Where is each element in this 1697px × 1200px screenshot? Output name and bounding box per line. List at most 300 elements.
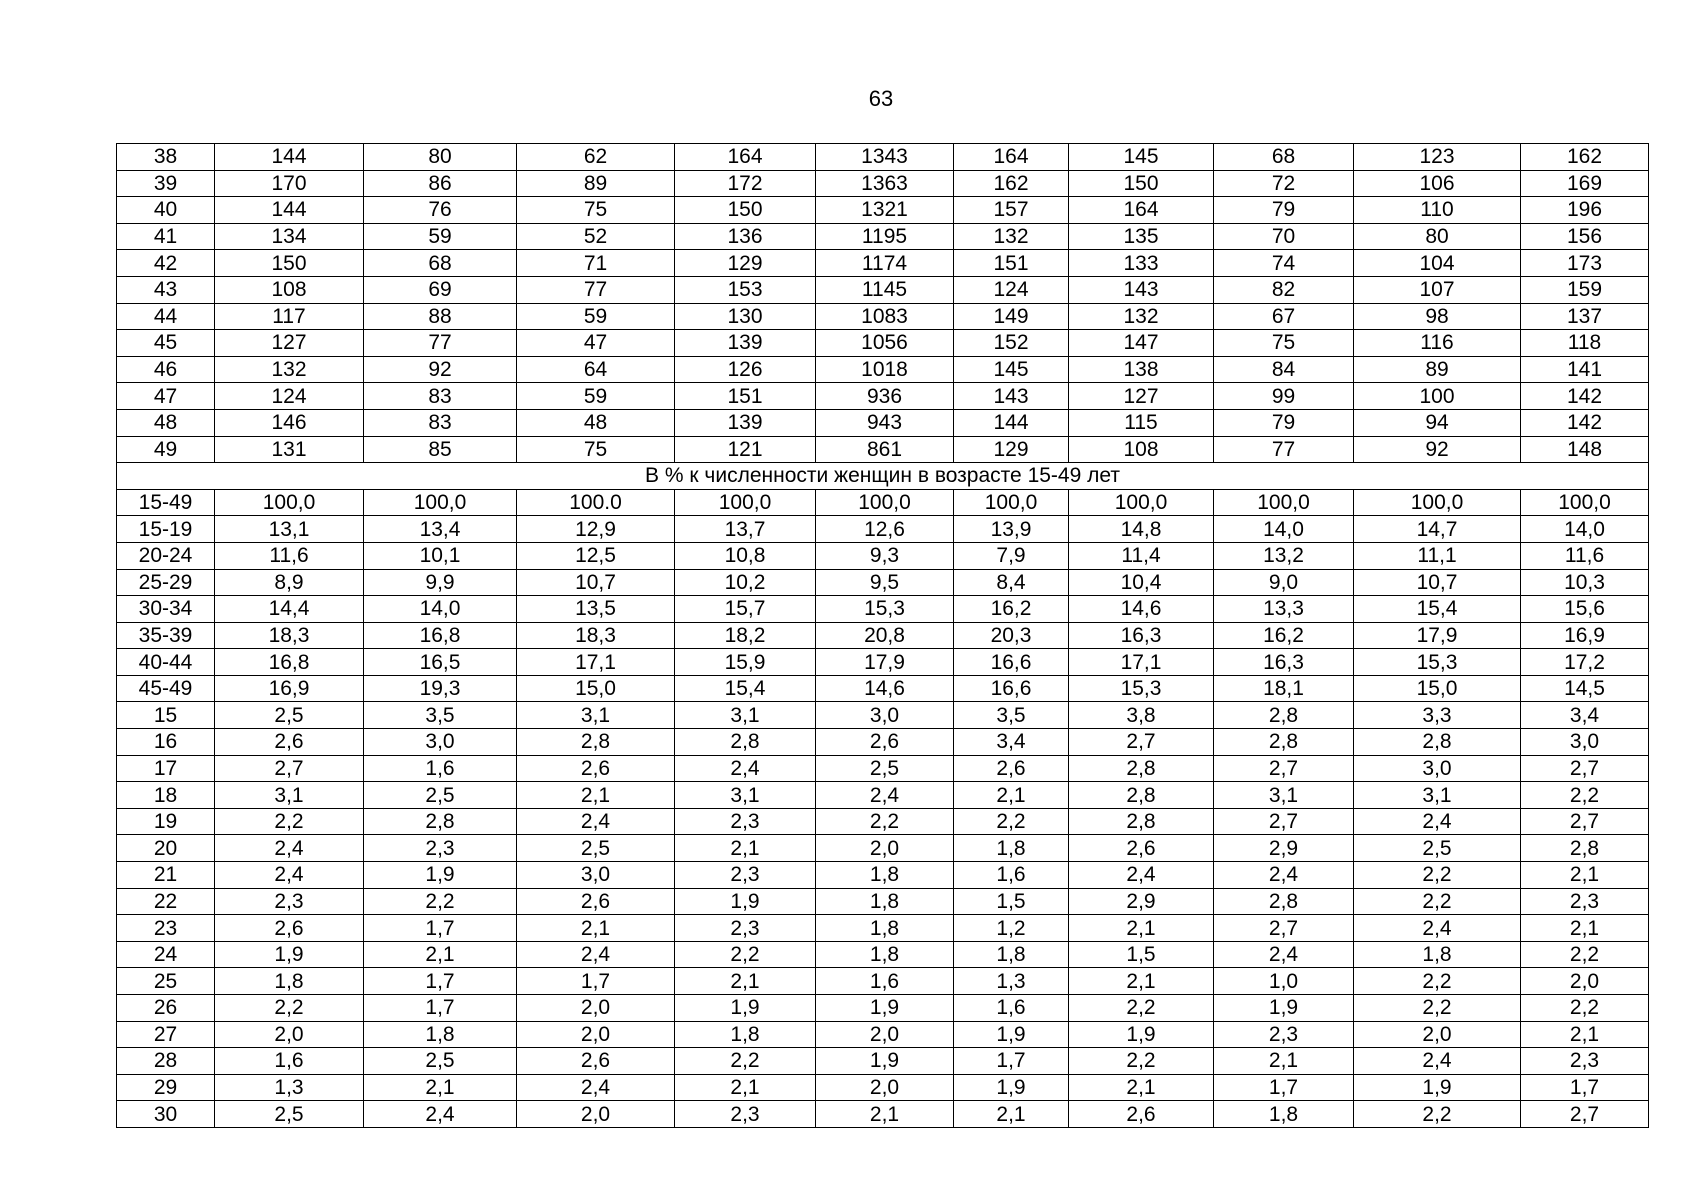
table-cell: 11,6 <box>215 542 364 569</box>
table-cell: 1,7 <box>364 915 517 942</box>
table-cell: 19,3 <box>364 675 517 702</box>
row-label-cell: 15-49 <box>117 489 215 516</box>
table-cell: 1083 <box>816 303 954 330</box>
table-cell: 2,7 <box>1521 808 1649 835</box>
table-cell: 2,2 <box>215 808 364 835</box>
row-label-cell: 42 <box>117 250 215 277</box>
table-cell: 100,0 <box>1521 489 1649 516</box>
row-label-cell: 19 <box>117 808 215 835</box>
table-cell: 110 <box>1354 197 1521 224</box>
table-cell: 59 <box>517 383 675 410</box>
table-cell: 1,6 <box>215 1048 364 1075</box>
table-cell: 131 <box>215 436 364 463</box>
table-cell: 1,6 <box>364 755 517 782</box>
table-cell: 1,7 <box>364 968 517 995</box>
table-cell: 118 <box>1521 330 1649 357</box>
table-cell: 2,1 <box>364 941 517 968</box>
table-cell: 2,2 <box>1354 862 1521 889</box>
table-cell: 150 <box>215 250 364 277</box>
table-cell: 77 <box>364 330 517 357</box>
table-cell: 2,3 <box>215 888 364 915</box>
table-cell: 16,6 <box>954 675 1069 702</box>
table-cell: 2,6 <box>215 915 364 942</box>
table-cell: 7,9 <box>954 542 1069 569</box>
table-cell: 75 <box>1214 330 1354 357</box>
table-cell: 2,1 <box>1069 915 1214 942</box>
table-cell: 2,8 <box>1069 782 1214 809</box>
table-cell: 1,9 <box>816 1048 954 1075</box>
table-cell: 139 <box>675 409 816 436</box>
table-cell: 2,3 <box>364 835 517 862</box>
table-cell: 13,7 <box>675 516 816 543</box>
table-cell: 11,1 <box>1354 542 1521 569</box>
table-cell: 2,7 <box>215 755 364 782</box>
table-cell: 2,0 <box>1354 1021 1521 1048</box>
row-label-cell: 25 <box>117 968 215 995</box>
table-cell: 1,8 <box>816 941 954 968</box>
table-cell: 47 <box>517 330 675 357</box>
table-row <box>117 542 1649 569</box>
table-cell: 100,0 <box>1069 489 1214 516</box>
table-cell: 196 <box>1521 197 1649 224</box>
table-cell: 115 <box>1069 409 1214 436</box>
table-cell: 145 <box>954 356 1069 383</box>
table-cell: 64 <box>517 356 675 383</box>
table-cell: 2,5 <box>364 782 517 809</box>
table-cell: 2,2 <box>816 808 954 835</box>
table-cell: 861 <box>816 436 954 463</box>
table-cell: 2,2 <box>1521 782 1649 809</box>
table-cell: 10,8 <box>675 542 816 569</box>
table-cell: 100.0 <box>517 489 675 516</box>
table-cell: 3,4 <box>954 729 1069 756</box>
table-cell: 2,2 <box>1354 968 1521 995</box>
table-cell: 135 <box>1069 223 1214 250</box>
table-cell: 17,2 <box>1521 649 1649 676</box>
table-cell: 1,9 <box>364 862 517 889</box>
table-cell: 69 <box>364 276 517 303</box>
table-cell: 107 <box>1354 276 1521 303</box>
table-cell: 2,2 <box>215 995 364 1022</box>
table-cell: 10,7 <box>1354 569 1521 596</box>
table-cell: 116 <box>1354 330 1521 357</box>
table-cell: 1,9 <box>675 888 816 915</box>
table-cell: 77 <box>1214 436 1354 463</box>
table-cell: 1,7 <box>517 968 675 995</box>
table-cell: 80 <box>364 144 517 171</box>
table-cell: 3,8 <box>1069 702 1214 729</box>
table-cell: 1,7 <box>364 995 517 1022</box>
table-cell: 2,8 <box>1354 729 1521 756</box>
table-cell: 16,6 <box>954 649 1069 676</box>
table-cell: 2,2 <box>675 941 816 968</box>
table-cell: 2,8 <box>1214 729 1354 756</box>
table-cell: 10,3 <box>1521 569 1649 596</box>
table-row <box>117 197 1649 224</box>
table-cell: 2,2 <box>364 888 517 915</box>
table-cell: 14,8 <box>1069 516 1214 543</box>
table-cell: 2,1 <box>675 1074 816 1101</box>
table-row <box>117 223 1649 250</box>
table-cell: 3,1 <box>675 702 816 729</box>
table-cell: 67 <box>1214 303 1354 330</box>
table-row <box>117 888 1649 915</box>
row-label-cell: 47 <box>117 383 215 410</box>
table-row <box>117 915 1649 942</box>
table-cell: 2,6 <box>215 729 364 756</box>
table-cell: 16,9 <box>1521 622 1649 649</box>
table-cell: 2,3 <box>675 862 816 889</box>
table-cell: 129 <box>675 250 816 277</box>
table-cell: 13,2 <box>1214 542 1354 569</box>
table-cell: 148 <box>1521 436 1649 463</box>
table-cell: 2,2 <box>1521 995 1649 1022</box>
table-cell: 146 <box>215 409 364 436</box>
table-cell: 16,3 <box>1069 622 1214 649</box>
table-cell: 70 <box>1214 223 1354 250</box>
table-cell: 144 <box>215 197 364 224</box>
table-cell: 18,2 <box>675 622 816 649</box>
table-cell: 14,0 <box>1214 516 1354 543</box>
table-cell: 1,5 <box>954 888 1069 915</box>
table-cell: 1,7 <box>1214 1074 1354 1101</box>
table-cell: 2,0 <box>517 1021 675 1048</box>
table-cell: 156 <box>1521 223 1649 250</box>
row-label-cell: 25-29 <box>117 569 215 596</box>
row-label-cell: 15 <box>117 702 215 729</box>
table-cell: 68 <box>364 250 517 277</box>
section-label: В % к численности женщин в возрасте 15-49 лет <box>117 463 1649 490</box>
row-label-cell: 28 <box>117 1048 215 1075</box>
row-label-cell: 39 <box>117 170 215 197</box>
table-cell: 2,3 <box>1521 888 1649 915</box>
table-cell: 1,3 <box>954 968 1069 995</box>
table-cell: 9,9 <box>364 569 517 596</box>
table-cell: 74 <box>1214 250 1354 277</box>
table-cell: 2,2 <box>1354 1101 1521 1128</box>
table-cell: 2,2 <box>1354 888 1521 915</box>
table-cell: 2,7 <box>1521 1101 1649 1128</box>
table-cell: 100,0 <box>364 489 517 516</box>
table-cell: 143 <box>1069 276 1214 303</box>
table-cell: 108 <box>215 276 364 303</box>
row-label-cell: 41 <box>117 223 215 250</box>
table-cell: 127 <box>1069 383 1214 410</box>
table-cell: 123 <box>1354 144 1521 171</box>
table-cell: 2,1 <box>675 968 816 995</box>
table-cell: 82 <box>1214 276 1354 303</box>
table-cell: 2,8 <box>1214 702 1354 729</box>
row-label-cell: 30 <box>117 1101 215 1128</box>
table-cell: 132 <box>954 223 1069 250</box>
table-cell: 16,5 <box>364 649 517 676</box>
row-label-cell: 15-19 <box>117 516 215 543</box>
table-cell: 1,2 <box>954 915 1069 942</box>
table-row <box>117 569 1649 596</box>
row-label-cell: 35-39 <box>117 622 215 649</box>
table-cell: 79 <box>1214 197 1354 224</box>
table-cell: 3,5 <box>364 702 517 729</box>
table-cell: 10,7 <box>517 569 675 596</box>
row-label-cell: 18 <box>117 782 215 809</box>
table-cell: 142 <box>1521 409 1649 436</box>
row-label-cell: 44 <box>117 303 215 330</box>
table-cell: 2,3 <box>675 1101 816 1128</box>
table-cell: 1,8 <box>215 968 364 995</box>
row-label-cell: 23 <box>117 915 215 942</box>
table-cell: 20,3 <box>954 622 1069 649</box>
row-label-cell: 17 <box>117 755 215 782</box>
table-row <box>117 941 1649 968</box>
table-cell: 2,1 <box>1521 1021 1649 1048</box>
table-cell: 99 <box>1214 383 1354 410</box>
table-cell: 2,4 <box>517 808 675 835</box>
table-cell: 9,0 <box>1214 569 1354 596</box>
table-row <box>117 144 1649 171</box>
table-cell: 2,5 <box>215 1101 364 1128</box>
table-cell: 52 <box>517 223 675 250</box>
table-cell: 14,4 <box>215 596 364 623</box>
table-cell: 15,6 <box>1521 596 1649 623</box>
table-cell: 1,8 <box>816 915 954 942</box>
table-cell: 3,1 <box>215 782 364 809</box>
table-cell: 2,1 <box>675 835 816 862</box>
table-cell: 142 <box>1521 383 1649 410</box>
table-cell: 2,4 <box>1214 941 1354 968</box>
table-cell: 141 <box>1521 356 1649 383</box>
table-cell: 72 <box>1214 170 1354 197</box>
row-label-cell: 45-49 <box>117 675 215 702</box>
table-cell: 2,4 <box>1354 808 1521 835</box>
table-cell: 1145 <box>816 276 954 303</box>
row-label-cell: 38 <box>117 144 215 171</box>
table-cell: 173 <box>1521 250 1649 277</box>
table-row <box>117 1074 1649 1101</box>
table-cell: 8,9 <box>215 569 364 596</box>
table-cell: 1,8 <box>675 1021 816 1048</box>
table-cell: 2,2 <box>1069 1048 1214 1075</box>
table-cell: 162 <box>954 170 1069 197</box>
table-cell: 2,4 <box>1354 915 1521 942</box>
table-cell: 11,6 <box>1521 542 1649 569</box>
table-cell: 2,4 <box>364 1101 517 1128</box>
statistics-table <box>116 143 1649 1128</box>
table-cell: 3,0 <box>364 729 517 756</box>
table-cell: 8,4 <box>954 569 1069 596</box>
table-cell: 16,3 <box>1214 649 1354 676</box>
table-cell: 15,0 <box>1354 675 1521 702</box>
table-cell: 3,5 <box>954 702 1069 729</box>
table-cell: 15,9 <box>675 649 816 676</box>
table-cell: 2,3 <box>1214 1021 1354 1048</box>
table-cell: 139 <box>675 330 816 357</box>
table-cell: 10,4 <box>1069 569 1214 596</box>
table-body <box>117 144 1649 1128</box>
table-cell: 133 <box>1069 250 1214 277</box>
table-cell: 1,3 <box>215 1074 364 1101</box>
table-cell: 79 <box>1214 409 1354 436</box>
table-cell: 2,4 <box>1069 862 1214 889</box>
table-cell: 164 <box>1069 197 1214 224</box>
table-cell: 106 <box>1354 170 1521 197</box>
table-cell: 137 <box>1521 303 1649 330</box>
table-cell: 12,6 <box>816 516 954 543</box>
table-cell: 1,8 <box>816 888 954 915</box>
row-label-cell: 20-24 <box>117 542 215 569</box>
table-cell: 92 <box>364 356 517 383</box>
table-cell: 2,0 <box>215 1021 364 1048</box>
table-cell: 2,5 <box>517 835 675 862</box>
table-cell: 127 <box>215 330 364 357</box>
table-cell: 13,3 <box>1214 596 1354 623</box>
table-cell: 2,1 <box>1521 862 1649 889</box>
table-cell: 2,5 <box>1354 835 1521 862</box>
table-cell: 77 <box>517 276 675 303</box>
table-cell: 16,8 <box>215 649 364 676</box>
table-cell: 3,1 <box>1354 782 1521 809</box>
table-cell: 100,0 <box>954 489 1069 516</box>
table-cell: 1343 <box>816 144 954 171</box>
table-cell: 121 <box>675 436 816 463</box>
row-label-cell: 40-44 <box>117 649 215 676</box>
table-cell: 2,4 <box>816 782 954 809</box>
table-cell: 9,3 <box>816 542 954 569</box>
table-cell: 3,0 <box>517 862 675 889</box>
row-label-cell: 20 <box>117 835 215 862</box>
table-cell: 2,2 <box>954 808 1069 835</box>
table-cell: 3,1 <box>1214 782 1354 809</box>
table-cell: 14,6 <box>1069 596 1214 623</box>
table-cell: 94 <box>1354 409 1521 436</box>
table-cell: 2,1 <box>517 915 675 942</box>
table-cell: 1,9 <box>1214 995 1354 1022</box>
table-row <box>117 489 1649 516</box>
table-cell: 2,0 <box>517 995 675 1022</box>
table-cell: 138 <box>1069 356 1214 383</box>
table-cell: 100,0 <box>1214 489 1354 516</box>
table-cell: 147 <box>1069 330 1214 357</box>
table-row <box>117 755 1649 782</box>
table-cell: 1,8 <box>1354 941 1521 968</box>
table-cell: 10,1 <box>364 542 517 569</box>
table-cell: 14,6 <box>816 675 954 702</box>
table-cell: 15,3 <box>1069 675 1214 702</box>
table-cell: 1,9 <box>1354 1074 1521 1101</box>
table-cell: 15,0 <box>517 675 675 702</box>
table-cell: 1195 <box>816 223 954 250</box>
table-cell: 2,8 <box>1069 755 1214 782</box>
table-cell: 83 <box>364 409 517 436</box>
table-cell: 1,6 <box>816 968 954 995</box>
table-cell: 2,7 <box>1069 729 1214 756</box>
table-cell: 1,9 <box>954 1074 1069 1101</box>
table-cell: 170 <box>215 170 364 197</box>
table-cell: 20,8 <box>816 622 954 649</box>
row-label-cell: 29 <box>117 1074 215 1101</box>
table-cell: 144 <box>215 144 364 171</box>
table-cell: 62 <box>517 144 675 171</box>
table-cell: 11,4 <box>1069 542 1214 569</box>
table-cell: 1,7 <box>954 1048 1069 1075</box>
table-cell: 2,3 <box>675 808 816 835</box>
table-cell: 2,0 <box>1521 968 1649 995</box>
table-cell: 2,9 <box>1214 835 1354 862</box>
table-cell: 2,4 <box>215 862 364 889</box>
row-label-cell: 40 <box>117 197 215 224</box>
table-row <box>117 596 1649 623</box>
table-cell: 2,1 <box>1521 915 1649 942</box>
row-label-cell: 46 <box>117 356 215 383</box>
table-cell: 1,9 <box>954 1021 1069 1048</box>
table-cell: 1,9 <box>1069 1021 1214 1048</box>
table-cell: 1,9 <box>215 941 364 968</box>
table-row <box>117 250 1649 277</box>
table-cell: 13,5 <box>517 596 675 623</box>
table-row <box>117 995 1649 1022</box>
table-cell: 98 <box>1354 303 1521 330</box>
table-cell: 2,2 <box>1521 941 1649 968</box>
table-cell: 1174 <box>816 250 954 277</box>
table-row <box>117 622 1649 649</box>
table-cell: 2,1 <box>816 1101 954 1128</box>
table-cell: 132 <box>215 356 364 383</box>
table-cell: 1,8 <box>954 941 1069 968</box>
table-cell: 2,5 <box>816 755 954 782</box>
table-row <box>117 170 1649 197</box>
table-cell: 3,0 <box>816 702 954 729</box>
table-cell: 2,1 <box>954 1101 1069 1128</box>
table-cell: 68 <box>1214 144 1354 171</box>
table-cell: 150 <box>1069 170 1214 197</box>
table-cell: 100,0 <box>215 489 364 516</box>
table-cell: 157 <box>954 197 1069 224</box>
table-cell: 18,3 <box>517 622 675 649</box>
table-cell: 2,4 <box>215 835 364 862</box>
table-cell: 2,5 <box>215 702 364 729</box>
table-cell: 2,7 <box>1214 755 1354 782</box>
table-cell: 2,6 <box>816 729 954 756</box>
table-cell: 14,5 <box>1521 675 1649 702</box>
table-cell: 2,8 <box>517 729 675 756</box>
table-cell: 2,7 <box>1214 915 1354 942</box>
table-cell: 80 <box>1354 223 1521 250</box>
table-row <box>117 702 1649 729</box>
table-cell: 16,9 <box>215 675 364 702</box>
row-label-cell: 49 <box>117 436 215 463</box>
table-row <box>117 356 1649 383</box>
table-cell: 2,6 <box>517 1048 675 1075</box>
table-row <box>117 835 1649 862</box>
table-cell: 136 <box>675 223 816 250</box>
table-cell: 126 <box>675 356 816 383</box>
table-cell: 2,1 <box>954 782 1069 809</box>
table-cell: 2,0 <box>816 835 954 862</box>
table-cell: 1,8 <box>816 862 954 889</box>
section-row <box>117 463 1649 490</box>
table-cell: 943 <box>816 409 954 436</box>
table-cell: 151 <box>954 250 1069 277</box>
table-cell: 100,0 <box>675 489 816 516</box>
table-cell: 17,9 <box>1354 622 1521 649</box>
table-cell: 59 <box>364 223 517 250</box>
table-row <box>117 808 1649 835</box>
table-cell: 71 <box>517 250 675 277</box>
table-cell: 2,1 <box>364 1074 517 1101</box>
row-label-cell: 48 <box>117 409 215 436</box>
row-label-cell: 45 <box>117 330 215 357</box>
table-row <box>117 436 1649 463</box>
table-cell: 129 <box>954 436 1069 463</box>
